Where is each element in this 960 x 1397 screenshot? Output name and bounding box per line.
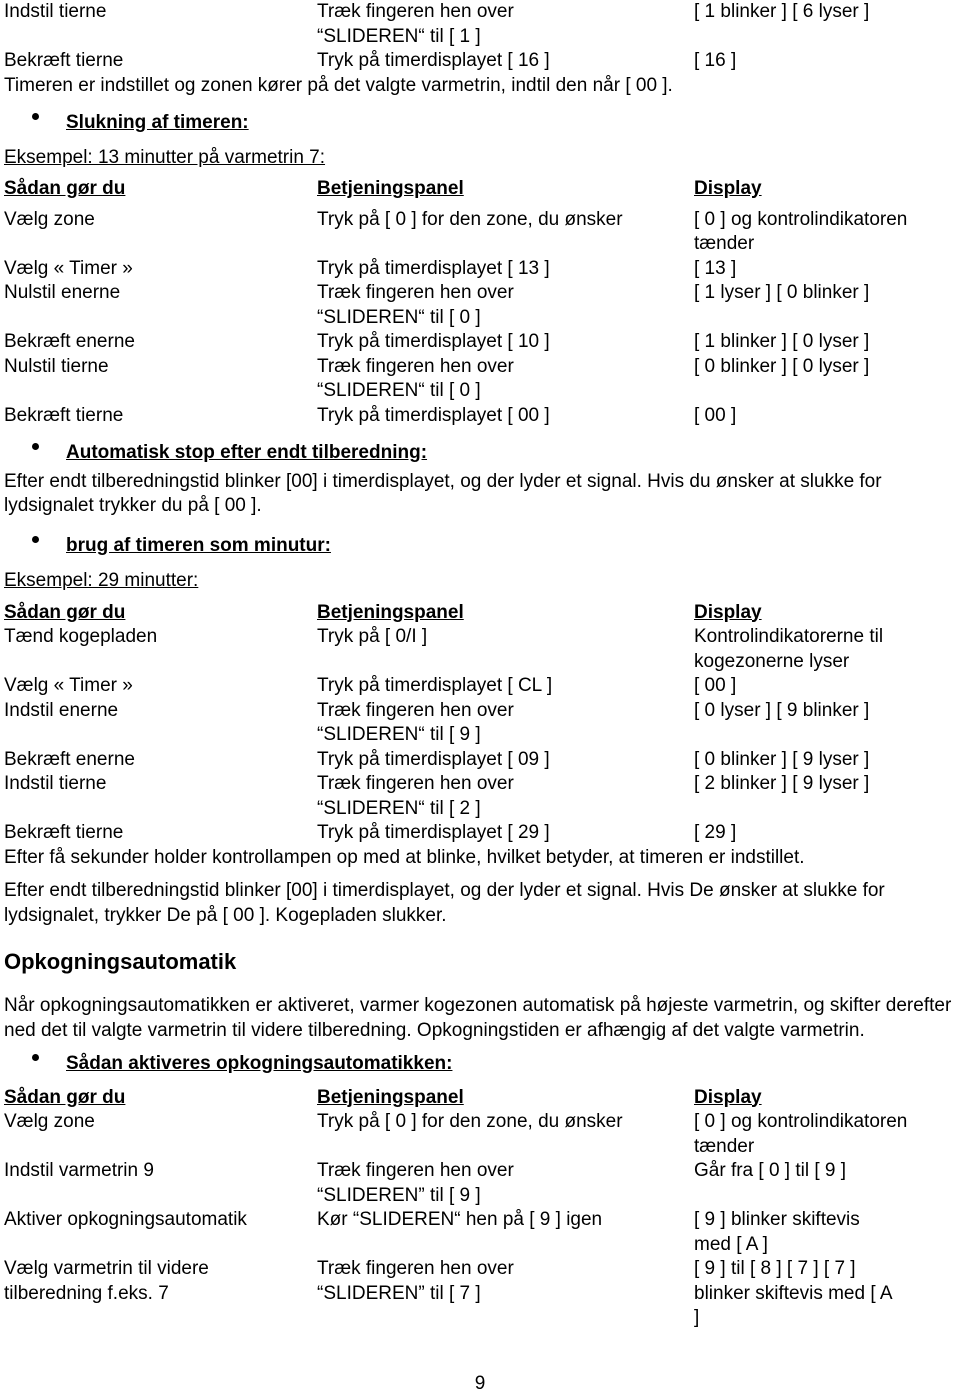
step-cell: Bekræft enerne [4,331,135,352]
table-row [4,625,956,674]
table-header [4,1086,956,1111]
display-cell: [ 0 lyser ] [ 9 blinker ] [694,699,870,721]
table-row [4,772,956,821]
panel-cell: Tryk på timerdisplayet [ 09 ] [317,748,550,770]
bullet-icon [4,527,66,551]
header-display: Display [694,178,762,199]
panel-cell: Tryk på timerdisplayet [ 16 ] [317,50,550,71]
table-row [4,1208,956,1257]
step-cell: Bekræft tierne [4,50,124,71]
table-row [4,330,956,355]
step-cell: Tænd kogepladen [4,626,158,647]
bullet-icon [4,434,66,458]
table-row [4,0,956,49]
display-cell: [ 16 ] [694,50,737,71]
timer-note: Timeren er indstillet og zonen kører på det valgte varmetrin, indtil den når [ 00 ]. [4,74,673,96]
section-title: Opkogningsautomatik [4,949,237,974]
step-cell: Bekræft tierne [4,404,124,426]
table-row [4,1159,956,1208]
table-row [4,281,956,330]
header-step: Sådan gør du [4,601,126,623]
header-step: Sådan gør du [4,1086,126,1108]
section-heading [4,527,956,559]
display-cell: [ 00 ] [694,675,737,696]
table-body [4,1110,956,1331]
step-cell: Indstil enerne [4,699,119,721]
table-row [4,748,956,773]
display-cell: [ 9 ] blinker skiftevis med [ A ] [694,1209,860,1255]
panel-cell: Træk fingeren hen over “SLIDEREN“ til [ 1 ] [317,1,514,47]
paragraph: Efter få sekunder holder kontrollampen op med at blinke, hvilket betyder, at timeren er indstillet. [4,846,805,868]
panel-cell: Tryk på timerdisplayet [ 13 ] [317,257,550,279]
heading-text: Automatisk stop efter endt tilberedning: [66,442,428,463]
page-number: 9 [474,1373,486,1394]
section-heading [4,104,956,136]
step-cell: Nulstil enerne [4,282,121,303]
panel-cell: Træk fingeren hen over “SLIDEREN” til [ 7 ] [317,1258,514,1304]
table-row [4,1110,956,1159]
panel-cell: Træk fingeren hen over “SLIDEREN“ til [ 0 ] [317,355,514,401]
display-cell: [ 2 blinker ] [ 9 lyser ] [694,773,870,794]
step-cell: Indstil varmetrin 9 [4,1160,154,1181]
heading-text: Sådan aktiveres opkogningsautomatikken: [66,1053,453,1074]
step-cell: Bekræft tierne [4,822,124,843]
bullet-icon [4,1045,66,1069]
step-cell: Vælg zone [4,208,95,230]
panel-cell: Træk fingeren hen over “SLIDEREN“ til [ 9 ] [317,699,514,745]
display-cell: [ 1 lyser ] [ 0 blinker ] [694,282,870,303]
step-cell: Nulstil tierne [4,355,109,377]
header-display: Display [694,1086,762,1108]
step-cell: Indstil tierne [4,1,107,22]
display-cell: [ 00 ] [694,404,737,426]
step-cell: Aktiver opkogningsautomatik [4,1209,247,1230]
display-cell: Går fra [ 0 ] til [ 9 ] [694,1160,847,1181]
step-cell: Bekræft enerne [4,748,135,770]
paragraph: Efter endt tilberedningstid blinker [00] i timerdisplayet, og der lyder et signal. Hvis De ønsker at slukke for lydsignalet, trykker De på [ 00 ]. Kogepladen slukker. [4,880,885,926]
panel-cell: Træk fingeren hen over “SLIDEREN“ til [ 2 ] [317,773,514,819]
table-row [4,699,956,748]
panel-cell: Tryk på [ 0 ] for den zone, du ønsker [317,1111,623,1132]
example-label: Eksempel: 13 minutter på varmetrin 7: [4,146,326,168]
header-panel: Betjeningspanel [317,178,464,199]
section-heading [4,434,956,466]
section-heading [4,1045,956,1077]
display-cell: [ 29 ] [694,822,737,843]
panel-cell: Tryk på timerdisplayet [ 10 ] [317,331,550,352]
table-row [4,404,956,429]
step-cell: Indstil tierne [4,773,107,794]
display-cell: [ 0 ] og kontrolindikatoren tænder [694,208,908,254]
panel-cell: Tryk på timerdisplayet [ 00 ] [317,404,550,426]
table-body [4,625,956,846]
display-cell: [ 0 blinker ] [ 0 lyser ] [694,355,870,377]
heading-text: brug af timeren som minutur: [66,534,331,556]
document-page [4,0,956,1331]
display-cell: [ 13 ] [694,257,737,279]
table-row [4,208,956,257]
panel-cell: Tryk på timerdisplayet [ CL ] [317,675,553,696]
bullet-icon [4,104,66,128]
panel-cell: Kør “SLIDEREN“ hen på [ 9 ] igen [317,1209,603,1230]
panel-cell: Træk fingeren hen over “SLIDEREN“ til [ 0 ] [317,282,514,328]
header-display: Display [694,601,762,623]
header-step: Sådan gør du [4,178,126,199]
display-cell: [ 1 blinker ] [ 6 lyser ] [694,1,870,22]
display-cell: [ 0 ] og kontrolindikatoren tænder [694,1111,908,1157]
panel-cell: Træk fingeren hen over “SLIDEREN” til [ 9 ] [317,1160,514,1206]
step-cell: Vælg « Timer » [4,675,133,696]
paragraph: Når opkogningsautomatikken er aktiveret, varmer kogezonen automatisk på højeste varmetrin, og skifter derefter ned det til valgte varmetrin til videre tilberedning. Opkogningstiden er afhængig af det valgte varmetrin. [4,995,952,1041]
panel-cell: Tryk på timerdisplayet [ 29 ] [317,822,550,843]
step-cell: Vælg zone [4,1111,95,1132]
table-row [4,674,956,699]
display-cell: [ 9 ] til [ 8 ] [ 7 ] [ 7 ] blinker skiftevis med [ A ] [694,1258,892,1328]
table-row [4,49,956,74]
header-panel: Betjeningspanel [317,601,464,623]
header-panel: Betjeningspanel [317,1086,464,1108]
example-label: Eksempel: 29 minutter: [4,570,199,591]
paragraph: Efter endt tilberedningstid blinker [00] i timerdisplayet, og der lyder et signal. Hvis du ønsker at slukke for lydsignalet trykker du på [ 00 ]. [4,470,882,516]
table-header [4,177,956,202]
step-cell: Vælg varmetrin til videre tilberedning f.eks. 7 [4,1258,209,1304]
step-cell: Vælg « Timer » [4,257,133,279]
heading-text: Slukning af timeren: [66,112,249,133]
display-cell: Kontrolindikatorerne til kogezonerne lyser [694,626,884,672]
display-cell: [ 0 blinker ] [ 9 lyser ] [694,748,870,770]
table-row [4,821,956,846]
top-table [4,0,956,74]
table-row [4,257,956,282]
table-header [4,601,956,626]
table-row [4,355,956,404]
table-row [4,1257,956,1331]
table-body [4,208,956,429]
display-cell: [ 1 blinker ] [ 0 lyser ] [694,331,870,352]
panel-cell: Tryk på [ 0 ] for den zone, du ønsker [317,208,623,230]
panel-cell: Tryk på [ 0/I ] [317,626,428,647]
